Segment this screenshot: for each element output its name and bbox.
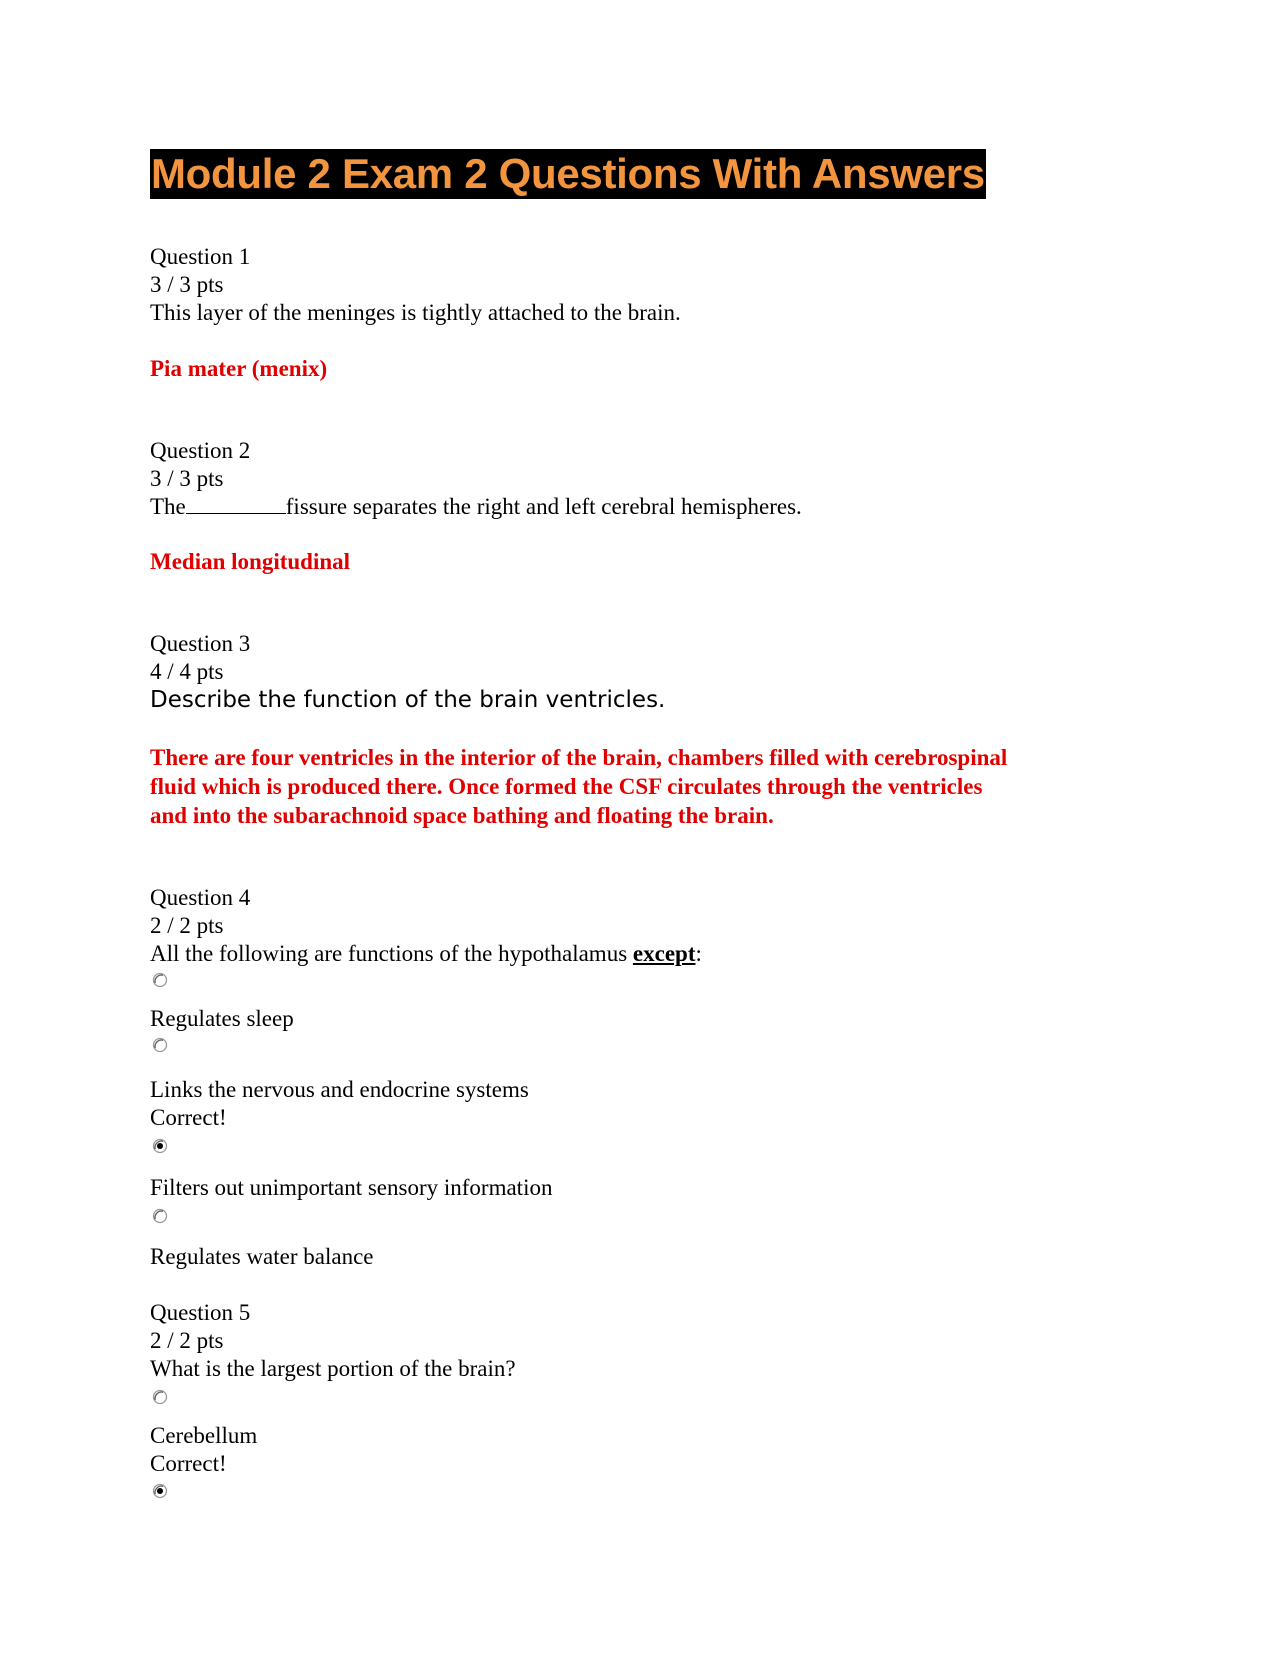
radio-button-unselected-icon[interactable] <box>152 1389 168 1405</box>
question-5 <box>150 1299 1110 1499</box>
question-text <box>150 493 1110 521</box>
option-label: Links the nervous and endocrine systems <box>150 1077 529 1102</box>
option-label: Regulates sleep <box>150 1006 294 1031</box>
question-text-end: : <box>695 941 702 966</box>
question-text: This layer of the meninges is tightly attached to the brain. <box>150 300 681 325</box>
question-text-end: fissure separates the right and left cerebral hemispheres. <box>285 494 802 519</box>
answer-text: Median longitudinal <box>150 549 351 574</box>
question-2 <box>150 437 1110 576</box>
question-points: 4 / 4 pts <box>150 659 224 684</box>
correct-indicator: Correct! <box>150 1451 227 1476</box>
question-points: 2 / 2 pts <box>150 913 224 938</box>
radio-button-unselected-icon[interactable] <box>152 1208 168 1224</box>
answer-paragraph <box>150 743 1110 830</box>
question-points: 2 / 2 pts <box>150 1328 224 1353</box>
option-label: Filters out unimportant sensory information <box>150 1175 553 1200</box>
question-label: Question 3 <box>150 631 251 656</box>
option-label: Cerebellum <box>150 1423 258 1448</box>
question-label: Question 1 <box>150 244 251 269</box>
question-points: 3 / 3 pts <box>150 466 224 491</box>
title-banner <box>150 149 986 199</box>
question-label: Question 2 <box>150 438 251 463</box>
radio-button-unselected-icon[interactable] <box>152 1037 168 1053</box>
question-label: Question 4 <box>150 885 251 910</box>
question-text-start: The <box>150 494 186 519</box>
answer-text: Pia mater (menix) <box>150 356 328 381</box>
radio-button-unselected-icon[interactable] <box>152 972 168 988</box>
option-label: Regulates water balance <box>150 1244 374 1269</box>
page-title: Module 2 Exam 2 Questions With Answers <box>151 150 985 197</box>
answer-line: and into the subarachnoid space bathing and floating the brain. <box>150 803 774 828</box>
question-label: Question 5 <box>150 1300 251 1325</box>
radio-button-selected-icon[interactable] <box>152 1483 168 1499</box>
radio-button-selected-icon[interactable] <box>152 1138 168 1154</box>
question-3 <box>150 630 1110 830</box>
question-text-emphasis: except <box>632 941 696 966</box>
question-1 <box>150 243 1110 383</box>
question-text: Describe the function of the brain ventricles. <box>150 687 666 713</box>
correct-indicator: Correct! <box>150 1105 227 1130</box>
question-text <box>150 940 1110 968</box>
fill-in-blank <box>186 493 286 514</box>
question-text: What is the largest portion of the brain? <box>150 1356 516 1381</box>
answer-line: There are four ventricles in the interior of the brain, chambers filled with cerebrospinal <box>150 745 1008 770</box>
question-4 <box>150 884 1110 1271</box>
question-points: 3 / 3 pts <box>150 272 224 297</box>
answer-line: fluid which is produced there. Once formed the CSF circulates through the ventricles <box>150 774 983 799</box>
document-page <box>150 149 1110 1499</box>
question-text-start: All the following are functions of the hypothalamus <box>150 941 633 966</box>
